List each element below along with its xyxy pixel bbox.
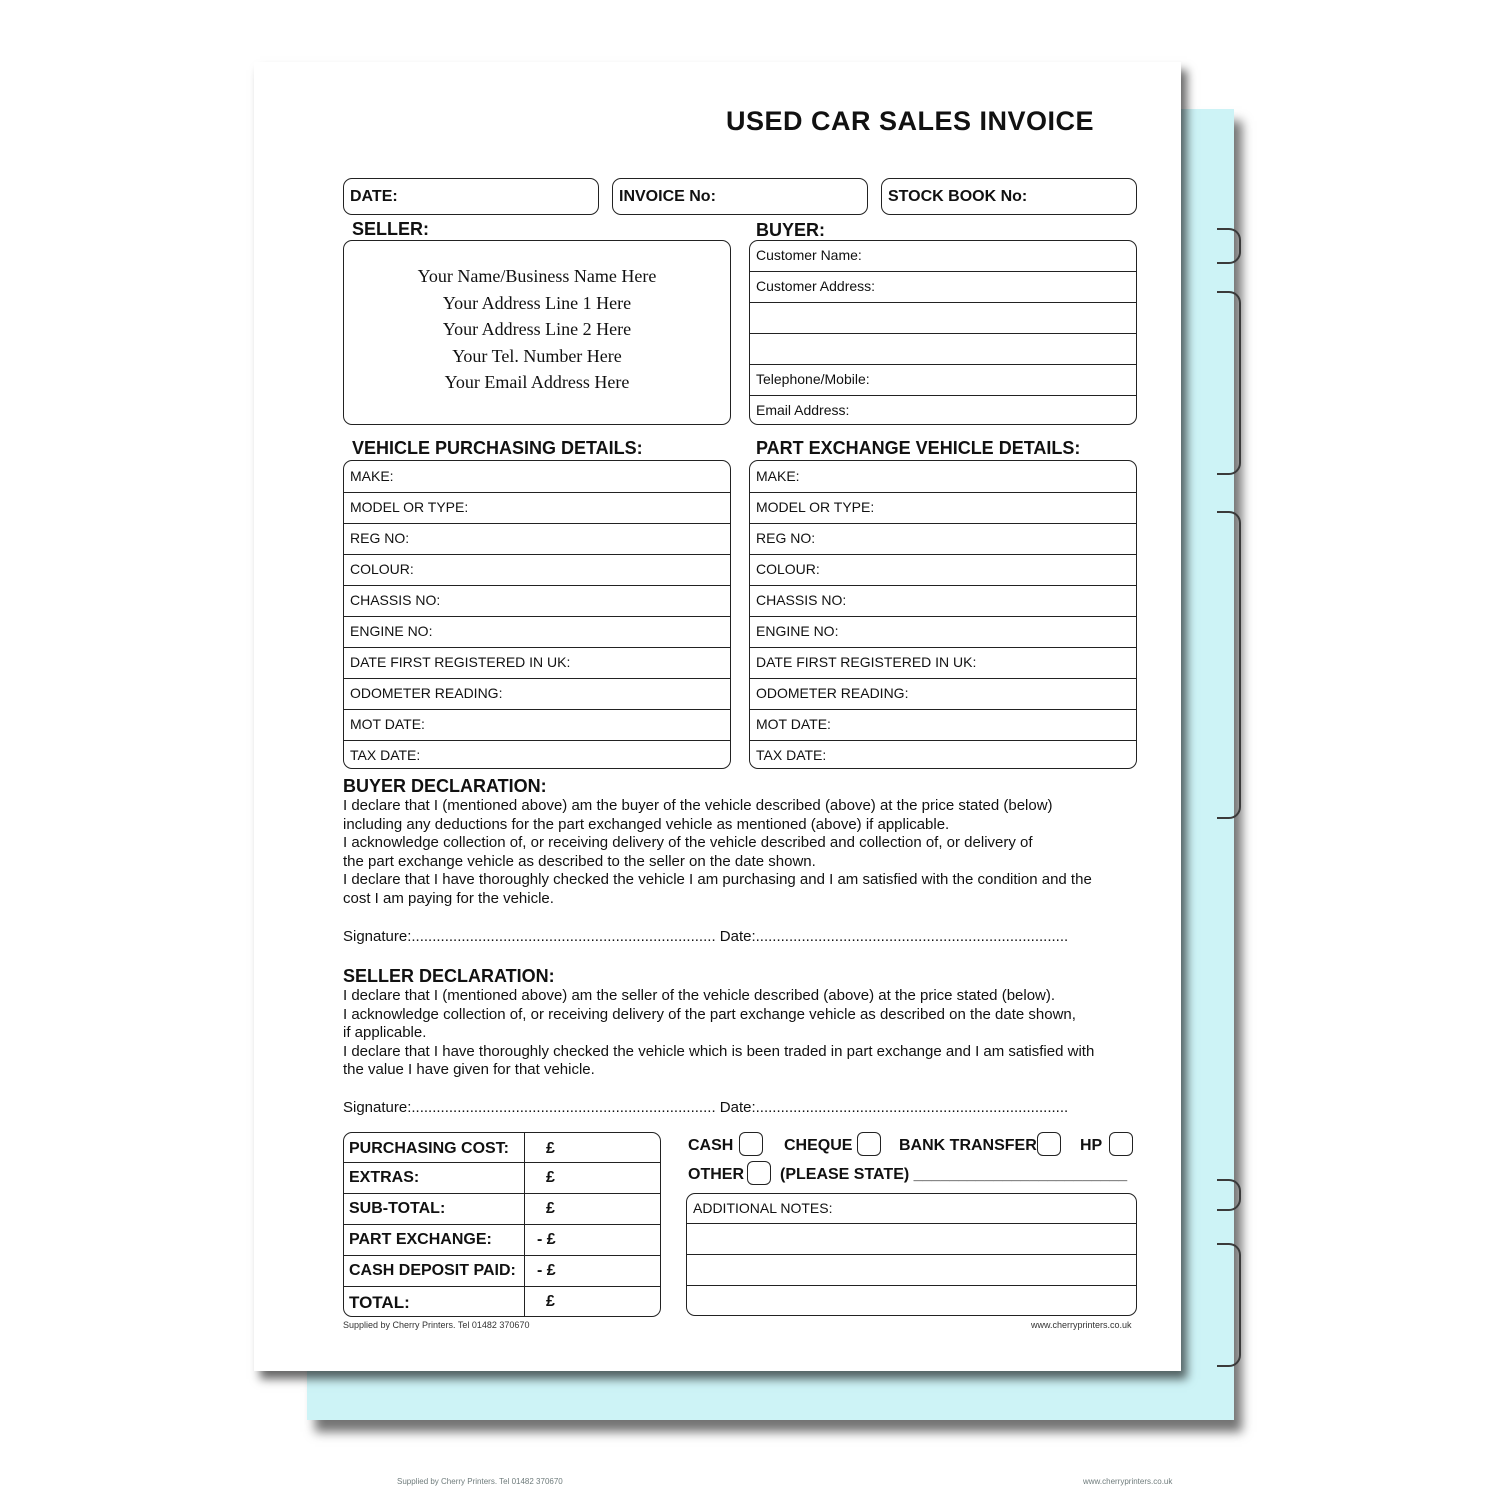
buyer-row-divider [750,302,1136,303]
extras-currency: £ [546,1169,555,1186]
px-chassis-label: CHASSIS NO: [756,592,847,608]
px-tax-label: TAX DATE: [756,747,827,763]
vp-mot-label: MOT DATE: [350,716,425,732]
additional-notes-label: ADDITIONAL NOTES: [693,1200,833,1216]
telephone-label: Telephone/Mobile: [756,371,870,387]
px-engine-label: ENGINE NO: [756,623,839,639]
px-row-divider [750,709,1136,710]
hp-label: HP [1080,1137,1103,1154]
vehicle-purchasing-table[interactable] [343,460,731,769]
px-make-label: MAKE: [756,468,800,484]
vp-row-divider [344,678,730,679]
buyer-row-divider [750,395,1136,396]
px-model-label: MODEL OR TYPE: [756,499,875,515]
invoice-number-label: INVOICE No: [619,188,716,205]
cost-table[interactable] [343,1132,661,1317]
buyer-row-divider [750,364,1136,365]
part-exchange-currency: - £ [537,1231,556,1248]
vp-row-divider [344,616,730,617]
subtotal-label: SUB-TOTAL: [349,1200,446,1217]
vp-row-divider [344,492,730,493]
vp-first-registered-label: DATE FIRST REGISTERED IN UK: [350,654,571,670]
px-odometer-label: ODOMETER READING: [756,685,909,701]
seller-signature-line[interactable]: Signature:......................................................................... Date:........................................................................... [343,1099,1069,1116]
notes-row-divider [687,1285,1136,1286]
page-title: USED CAR SALES INVOICE [726,106,1095,136]
cheque-label: CHEQUE [784,1137,853,1154]
cheque-checkbox[interactable] [857,1132,881,1156]
seller-telephone: Your Tel. Number Here [452,345,622,366]
px-row-divider [750,523,1136,524]
seller-box [343,240,731,425]
cash-deposit-label: CASH DEPOSIT PAID: [349,1262,516,1279]
px-row-divider [750,740,1136,741]
total-currency: £ [546,1293,555,1310]
vp-row-divider [344,709,730,710]
cost-row-divider [344,1286,660,1287]
date-label: DATE: [350,188,398,205]
seller-address-2: Your Address Line 2 Here [442,319,632,339]
total-label: TOTAL: [349,1293,410,1312]
notes-row-divider [687,1254,1136,1255]
date-field[interactable] [343,178,599,215]
px-row-divider [750,492,1136,493]
vp-make-label: MAKE: [350,468,394,484]
vp-row-divider [344,554,730,555]
seller-details [344,263,730,396]
hp-checkbox[interactable] [1109,1132,1133,1156]
buyer-signature-line[interactable]: Signature:......................................................................... Date:........................................................................... [343,928,1069,945]
vp-reg-label: REG NO: [350,530,410,546]
buyer-heading: BUYER: [756,220,826,240]
footer-supplier: Supplied by Cherry Printers. Tel 01482 370670 [343,1320,530,1330]
extras-label: EXTRAS: [349,1169,420,1186]
vp-row-divider [344,523,730,524]
copy-sheet-field-edge [1217,1179,1241,1211]
stock-book-field[interactable] [881,178,1137,215]
other-checkbox[interactable] [747,1161,771,1185]
cost-row-divider [344,1162,660,1163]
vp-row-divider [344,647,730,648]
copy-footer-supplier: Supplied by Cherry Printers. Tel 01482 370670 [397,1477,563,1486]
please-state-field[interactable]: (PLEASE STATE) ________________________ [780,1166,1128,1183]
seller-name: Your Name/Business Name Here [417,266,657,286]
px-row-divider [750,678,1136,679]
part-exchange-cost-label: PART EXCHANGE: [349,1231,492,1248]
buyer-box[interactable] [749,240,1137,425]
email-label: Email Address: [756,402,850,418]
footer-website: www.cherryprinters.co.uk [1031,1320,1132,1330]
cost-row-divider [344,1193,660,1194]
vp-chassis-label: CHASSIS NO: [350,592,441,608]
part-exchange-heading: PART EXCHANGE VEHICLE DETAILS: [756,438,1081,458]
px-mot-label: MOT DATE: [756,716,831,732]
buyer-declaration-heading: BUYER DECLARATION: [343,776,547,796]
customer-name-label: Customer Name: [756,247,862,263]
seller-address-1: Your Address Line 1 Here [442,292,632,313]
purchasing-cost-currency: £ [546,1140,555,1157]
px-first-registered-label: DATE FIRST REGISTERED IN UK: [756,654,977,670]
vp-engine-label: ENGINE NO: [350,623,433,639]
cash-checkbox[interactable] [739,1132,763,1156]
copy-sheet-field-edge [1217,228,1241,264]
bank-transfer-checkbox[interactable] [1037,1132,1061,1156]
copy-sheet-field-edge [1217,1243,1241,1367]
stock-book-label: STOCK BOOK No: [888,188,1028,205]
vp-model-label: MODEL OR TYPE: [350,499,469,515]
other-label: OTHER [688,1166,744,1183]
px-row-divider [750,554,1136,555]
invoice-number-field[interactable] [612,178,868,215]
px-reg-label: REG NO: [756,530,816,546]
part-exchange-table[interactable] [749,460,1137,769]
copy-footer-website: www.cherryprinters.co.uk [1083,1477,1173,1486]
seller-email: Your Email Address Here [444,372,630,392]
vp-odometer-label: ODOMETER READING: [350,685,503,701]
buyer-row-divider [750,333,1136,334]
px-colour-label: COLOUR: [756,561,820,577]
px-row-divider [750,647,1136,648]
seller-heading: SELLER: [352,219,430,239]
purchasing-cost-label: PURCHASING COST: [349,1140,510,1157]
vp-row-divider [344,585,730,586]
vp-colour-label: COLOUR: [350,561,414,577]
px-row-divider [750,616,1136,617]
additional-notes-box[interactable] [686,1193,1137,1316]
copy-sheet-field-edge [1217,511,1241,819]
copy-sheet-field-edge [1217,291,1241,475]
subtotal-currency: £ [546,1200,555,1217]
invoice-sheet [254,62,1181,1371]
vehicle-purchasing-heading: VEHICLE PURCHASING DETAILS: [352,438,643,458]
px-row-divider [750,585,1136,586]
cost-row-divider [344,1255,660,1256]
notes-row-divider [687,1223,1136,1224]
bank-transfer-label: BANK TRANSFER [899,1137,1037,1154]
vp-row-divider [344,740,730,741]
buyer-declaration-text: I declare that I (mentioned above) am the buyer of the vehicle described (above) at the price stated (below) including any deductions for the part exchanged vehicle as mentioned (above) if applicable. I acknowledge collection of, or receiving delivery of the vehicle described and collection of, or delivery of the part exchange vehicle as described to the seller on the date shown. I declare that I have thoroughly checked the vehicle I am purchasing and I am satisfied with the condition and the cost I am paying for the vehicle. [343,797,1092,907]
seller-declaration-text: I declare that I (mentioned above) am the seller of the vehicle described (above) at the price stated (below). I acknowledge collection of, or receiving delivery of the part exchange vehicle as described on the date shown, if applicable. I declare that I have thoroughly checked the vehicle which is been traded in part exchange and I am satisfied with the value I have given for that vehicle. [343,987,1095,1079]
seller-declaration-heading: SELLER DECLARATION: [343,966,555,986]
buyer-row-divider [750,271,1136,272]
cash-deposit-currency: - £ [537,1262,556,1279]
cash-label: CASH [688,1137,734,1154]
customer-address-label: Customer Address: [756,278,876,294]
vp-tax-label: TAX DATE: [350,747,421,763]
cost-row-divider [344,1224,660,1225]
